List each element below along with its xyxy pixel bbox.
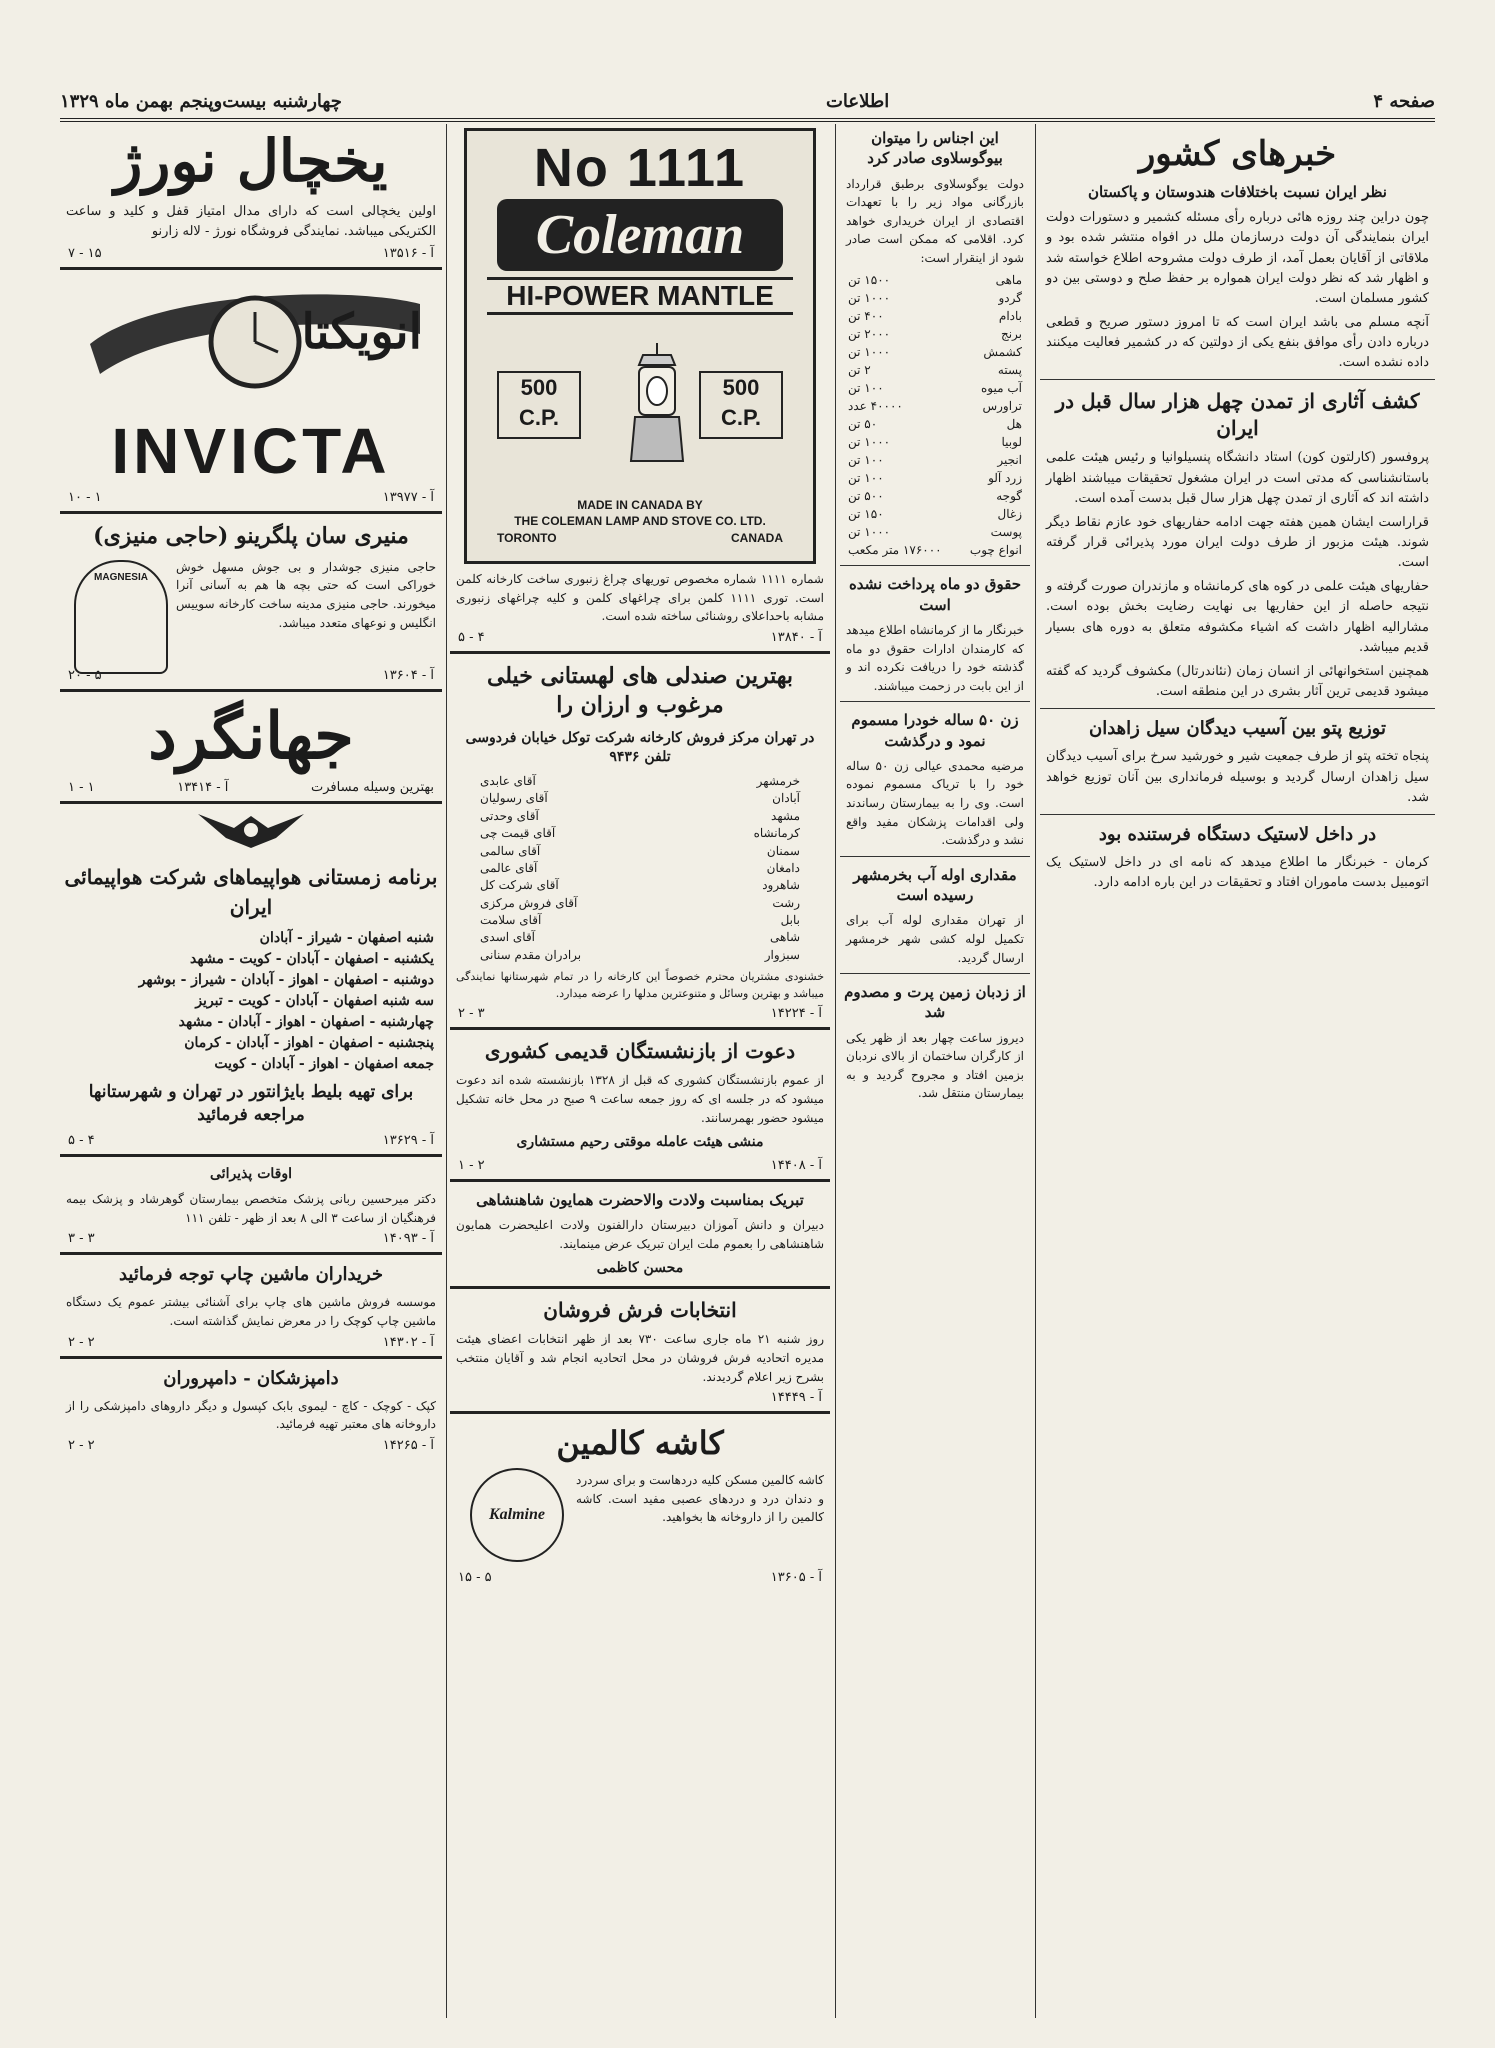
ad-subtitle: در تهران مرکز فروش کارخانه شرکت توکل خیابان فردوسی تلفن ۹۴۳۶ (465, 730, 815, 766)
ad-title: اوقات پذیرائی (210, 1166, 292, 1183)
article-title: کشف آثاری از تمدن چهل هزار سال قبل در ایران (1055, 389, 1420, 441)
list-item: چهارشنبه - اصفهان - اهواز - آبادان - مشهد (178, 1014, 434, 1031)
notice-text: دبیران و دانش آموزان دبیرستان دارالفنون ولادت اعلیحضرت همایون شاهنشاهی را بعموم ملت ایران تبریک عرض مینمایند. (456, 1218, 824, 1251)
table-row: آب میوه ۱۰۰ تن (848, 381, 1022, 396)
table-row: گوجه ۵۰۰ تن (848, 489, 1022, 504)
ad-text: شماره ۱۱۱۱ شماره مخصوص توریهای چراغ زنبوری ساخت کارخانه کلمن است. توری ۱۱۱۱ کلمن برای چراغهای کلمن و کلیه چراغهای زنبوری مشابه باحداعلای روشنائی ساخته شده است. (456, 572, 824, 624)
ad-code: آ - ۱۳۹۷۷ ۱ - ۱۰ (68, 490, 434, 506)
notice-title: انتخابات فرش فروشان (543, 1298, 737, 1323)
product-number: No 1111 (533, 138, 747, 198)
ad-title: منیری سان پلگرینو (حاجی منیزی) (93, 523, 409, 550)
article-paragraph: همچنین استخوانهائی از انسان زمان (نئاندرتال) مکشوف گردید که گفته میشود قدیمی ترین آثار بشری در این منطقه است. (1046, 663, 1429, 699)
list-item: شاهی آقای اسدی (480, 930, 800, 945)
table-row: تراورس ۴۰۰۰۰ عدد (848, 399, 1022, 414)
table-row: انجیر ۱۰۰ تن (848, 453, 1022, 468)
invicta-persian: انویکتا (301, 304, 422, 361)
article-title: از زدبان زمین پرت و مصدوم شد (844, 983, 1026, 1022)
list-item: کرمانشاه آقای قیمت چی (480, 826, 800, 841)
kalmin-ad (450, 1418, 830, 1568)
list-item: مشهد آقای وحدتی (480, 808, 800, 823)
ad-code: آ - ۱۳۶۰۴ ۵ - ۲۰ (68, 667, 434, 683)
news-column (840, 124, 1030, 2018)
ad-code: آ - ۱۴۳۰۲ ۲ - ۲ (68, 1334, 434, 1350)
lantern-icon (617, 341, 697, 471)
article-lead: نظر ایران نسبت باختلافات هندوستان و پاکستان (1088, 183, 1387, 201)
ad-title: دامپزشکان - دامپروران (163, 1367, 339, 1389)
table-row: انواع چوب ۱۷۶۰۰۰ متر مکعب (848, 543, 1022, 558)
coleman-logo: Coleman (497, 199, 783, 271)
ad-code: آ - ۱۴۲۲۴ ۳ - ۲ (458, 1006, 822, 1022)
coleman-ad (464, 128, 816, 564)
article-title: توزیع پتو بین آسیب دیدگان سیل زاهدان (1088, 718, 1386, 740)
list-item: سه شنبه اصفهان - آبادان - کویت - تبریز (195, 993, 434, 1010)
column-divider (446, 124, 447, 2018)
list-item: خرمشهر آقای عابدی (480, 773, 800, 788)
article-title: مقداری اوله آب بخرمشهر رسیده است (853, 865, 1017, 905)
page-header (60, 84, 1435, 122)
table-row: زرد آلو ۱۰۰ تن (848, 471, 1022, 486)
airline-emblem (60, 808, 442, 858)
ads-column (450, 124, 830, 2018)
list-item: دوشنبه - اصفهان - اهواز - آبادان - شیراز - بوشهر (138, 972, 434, 989)
ad-code: آ - ۱۳۸۴۰ ۴ - ۵ (458, 629, 822, 645)
section-title: خبرهای کشور (1138, 134, 1337, 174)
manufacturer-info: MADE IN CANADA BY THE COLEMAN LAMP AND STOVE CO. LTD. TORONTO CANADA (497, 497, 783, 546)
ads-column (60, 124, 442, 2018)
notice-signature: منشی هیئت عامله موقتی رحیم مستشاری (516, 1134, 764, 1151)
article-paragraph: پنجاه تخته پتو از طرف جمعیت شیر و خورشید سرخ برای آسیب دیدگان سیل زاهدان ارسال گردید و بوسیله فرمانداری بین آنان توزیع خواهد شد. (1046, 749, 1429, 805)
dealer-list (450, 771, 830, 966)
article-title: در داخل لاستیک دستگاه فرستنده بود (1098, 823, 1377, 845)
mineral-ad (60, 556, 442, 666)
ad-code: آ - ۱۴۲۶۵ ۲ - ۲ (68, 1438, 434, 1454)
ad-text: حاجی منیزی جوشدار و بی جوش مسهل خوش خوراکی است که حتی بچه ها هم به آسانی آنرا میخورند. حاجی منیزی مدینه ساخت کارخانه سوییس انگلیس و نوعهای متعدد میباشد. (176, 559, 436, 630)
column-divider (1035, 124, 1036, 2018)
ad-note: برای تهیه بلیط بایژانتور در تهران و شهرستانها مراجعه فرمائید (88, 1082, 414, 1126)
ad-text: کاشه کالمین مسکن کلیه دردهاست و برای سردرد و دندان درد و دردهای عصبی مفید است. کاشه کالمین را از داروخانه ها بخواهید. (576, 1473, 824, 1525)
table-row: گردو ۱۰۰۰ تن (848, 291, 1022, 306)
list-item: شنبه اصفهان - شیراز - آبادان (259, 930, 434, 947)
notice-signature: محسن کاظمی (596, 1260, 684, 1277)
list-item: پنجشنبه - اصفهان - اهواز - آبادان - کرمان (184, 1035, 434, 1052)
article-paragraph: قراراست ایشان همین هفته جهت ادامه حفاریهای خود عازم نقاط دیگر شوند. هیئت مزبور از طرف دولت ایران مورد پذیرائی قرار گرفته است. (1046, 514, 1429, 571)
mantle-label: HI-POWER MANTLE (487, 277, 793, 315)
article-paragraph: کرمان - خبرنگار ما اطلاع میدهد که نامه ای در داخل لاستیک یک اتومبیل بدست ماموران افتاد و تحقیقات در این باره ادامه دارد. (1046, 855, 1429, 891)
ad-code: بهترین وسیله مسافرت آ - ۱۳۴۱۴ ۱ - ۱ (68, 780, 434, 796)
notice-text: روز شنبه ۲۱ ماه جاری ساعت ۷۳۰ بعد از ظهر انتخابات اعضای هیئت مدیره اتحادیه فرش فروشان در محل اتحادیه انجام شد و آقایان منتخب بشرح زیر اعلام گردیدند. (456, 1332, 824, 1384)
notice-title: تبریک بمناسبت ولادت والاحضرت همایون شاهنشاهی (476, 1191, 804, 1209)
ad-title: یخچال نورژ (114, 127, 388, 195)
list-item: جمعه اصفهان - اهواز - آبادان - کویت (214, 1056, 434, 1073)
flight-schedule (60, 926, 442, 1077)
list-item: دامغان آقای عالمی (480, 860, 800, 875)
article-title: این اجناس را میتوان بیوگوسلاوی صادر کرد (867, 129, 1003, 168)
invicta-logo: INVICTA (111, 415, 391, 488)
table-row: بادام ۴۰۰ تن (848, 309, 1022, 324)
magnesia-logo: MAGNESIA (74, 560, 168, 674)
ad-title: بهترین صندلی های لهستانی خیلی مرغوب و ارزان را (486, 662, 794, 719)
list-item: بابل آقای سلامت (480, 913, 800, 928)
page-number: صفحه ۴ (1373, 90, 1435, 112)
ad-code: آ - ۱۳۵۱۶ ۱۵ - ۷ (68, 246, 434, 262)
notice-title: دعوت از بازنشستگان قدیمی کشوری (484, 1039, 796, 1064)
table-row: پسته ۲ تن (848, 363, 1022, 378)
ad-text: موسسه فروش ماشین های چاپ برای آشنائی بیشتر عموم یک دستگاه ماشین چاپ کوچک را در معرض نمایش گذاشته است. (66, 1295, 436, 1328)
ad-code: آ - ۱۴۰۹۳ ۳ - ۳ (68, 1231, 434, 1247)
export-table (840, 269, 1030, 561)
article-title: حقوق دو ماه پرداخت نشده است (848, 575, 1022, 614)
ad-text: اولین یخچالی است که دارای مدال امتیاز قفل و کلید و ساعت الکتریکی میباشد. نمایندگی فروشگاه نورژ - لاله زارنو (66, 203, 436, 239)
article-paragraph: خبرنگار ما از کرمانشاه اطلاع میدهد که کارمندان ادارات حقوق دو ماه گذشته خود را دریافت نکرده اند و از این بابت در زحمت میباشند. (846, 622, 1024, 693)
article-paragraph: مرضیه محمدی عیالی زن ۵۰ ساله خود را با تریاک مسموم نموده است. وی را به بیمارستان رساندند ولی اقدامات پزشکان مفید واقع نشد و درگذشت. (846, 758, 1024, 848)
ad-title: کاشه کالمین (556, 1424, 724, 1463)
list-item: سمنان آقای سالمی (480, 843, 800, 858)
ad-code: آ - ۱۳۶۲۹ ۴ - ۵ (68, 1133, 434, 1149)
list-item: یکشنبه - اصفهان - آبادان - کویت - مشهد (190, 951, 434, 968)
ad-code: آ - ۱۴۴۴۹ (770, 1390, 822, 1406)
table-row: هل ۵۰ تن (848, 417, 1022, 432)
table-row: ماهی ۱۵۰۰ تن (848, 273, 1022, 288)
table-row: زغال ۱۵۰ تن (848, 507, 1022, 522)
article-paragraph: از تهران مقداری لوله آب برای تکمیل لوله کشی شهر خرمشهر ارسال گردید. (846, 913, 1024, 965)
list-item: رشت آقای فروش مرکزی (480, 895, 800, 910)
table-row: پوست ۱۰۰۰ تن (848, 525, 1022, 540)
ad-text: خشنودی مشتریان محترم خصوصاً این کارخانه را در تمام شهرستانها نمایندگی میباشد و بهترین وسائل و متنوعترین مدلها را عرضه میدارد. (456, 970, 824, 1001)
kalmine-logo: Kalmine (470, 1468, 564, 1562)
article-paragraph: چون دراین چند روزه هائی درباره رأی مسئله کشمیر و دستورات دولت ایران بنمایندگی آن دولت درسازمان ملل در افواه منتشر شده بود و ملاقاتی از آقایان بعمل آمد، از طرف دولت مشروحه اطلاع خواسته شد و اظهار شد که نظر دولت ایران همواره بر حفظ صلح و دوستی بین دو کشور مسلمان است. (1046, 210, 1429, 306)
candle-power-right: 500 C.P. (699, 371, 783, 439)
column-divider (835, 124, 836, 2018)
list-item: آبادان آقای رسولیان (480, 791, 800, 806)
article-paragraph: آنچه مسلم می باشد ایران است که تا امروز دستور صریح و قطعی درباره دادن رأی موافق بنفع یکی از دولتین که در کشمیر فعالیت میکنند داده نشده است. (1046, 314, 1429, 371)
ad-text: کپک - کوچک - کاچ - لیموی بابک کپسول و دیگر داروهای دامپزشکی را از داروخانه های معتبر تهیه فرمائید. (66, 1398, 436, 1432)
article-paragraph: دیروز ساعت چهار بعد از ظهر یکی از کارگران ساختمان از بالای نردبان بزمین افتاد و مجروح گردید و به بیمارستان منتقل شد. (846, 1030, 1024, 1101)
winged-emblem-icon (196, 808, 306, 854)
ad-title: برنامه زمستانی هواپیماهای شرکت هواپیمائی ایران (64, 865, 438, 920)
invicta-ad (60, 274, 442, 414)
table-row: برنج ۲۰۰۰ تن (848, 327, 1022, 342)
article-paragraph: پروفسور (کارلتون کون) استاد دانشگاه پنسیلوانیا و رئیس هیئت علمی باستانشناسی که مدتی است در ایران مشغول تحقیقات میباشند اظهار داشته اند که آثاری از تمدن چهل هزار سال قبل بدست آمده است. (1046, 450, 1429, 506)
article-paragraph: حفاریهای هیئت علمی در کوه های کرمانشاه و مازندران صورت گرفته و نتیجه حاصله از این حفاریها بی نهایت رضایت بخش بوده است. مشارالیه اظهار داشت که اشیاء مکشوفه متعلق به دوره های بسیار قدیم میباشد. (1046, 579, 1429, 655)
news-column (1040, 124, 1435, 2018)
table-row: لوبیا ۱۰۰۰ تن (848, 435, 1022, 450)
issue-date: چهارشنبه بیست‌و‌پنجم بهمن ماه ۱۳۲۹ (60, 90, 342, 112)
list-item: سبزوار برادران مقدم سنانی (480, 947, 800, 962)
ad-title: جهانگرد (148, 698, 354, 774)
notice-text: از عموم بازنشستگان کشوری که قبل از ۱۳۲۸ بازنشسته شده اند دعوت میشود که در جلسه ای که روز جمعه ساعت ۹ صبح در محل خانه تشکیل میشود حضور بهمرسانند. (456, 1073, 825, 1125)
ad-title: خریداران ماشین چاپ توجه فرمائید (118, 1264, 384, 1286)
table-row: کشمش ۱۰۰۰ تن (848, 345, 1022, 360)
article-paragraph: دولت یوگوسلاوی برطبق قرارداد بازرگانی مواد زیر را با تعهدات اقتصادی از ایران خریداری خواهد کرد. اقلامی که ممکن است صادر شود از اینقرار است: (846, 176, 1024, 265)
article-title: زن ۵۰ ساله خودرا مسموم نمود و درگذشت (851, 711, 1019, 750)
list-item: شاهرود آقای شرکت کل (480, 878, 800, 893)
ad-code: آ - ۱۴۴۰۸ ۲ - ۱ (458, 1158, 822, 1173)
ad-code: آ - ۱۳۶۰۵ ۵ - ۱۵ (458, 1570, 822, 1586)
ad-text: دکتر میرحسین ربانی پزشک متخصص بیمارستان گوهرشاد و پزشک بیمه فرهنگیان از ساعت ۳ الی ۸ بعد از ظهر - تلفن ۱۱۱ (66, 1191, 436, 1225)
paper-name: اطلاعات (825, 90, 890, 112)
candle-power-left: 500 C.P. (497, 371, 581, 439)
